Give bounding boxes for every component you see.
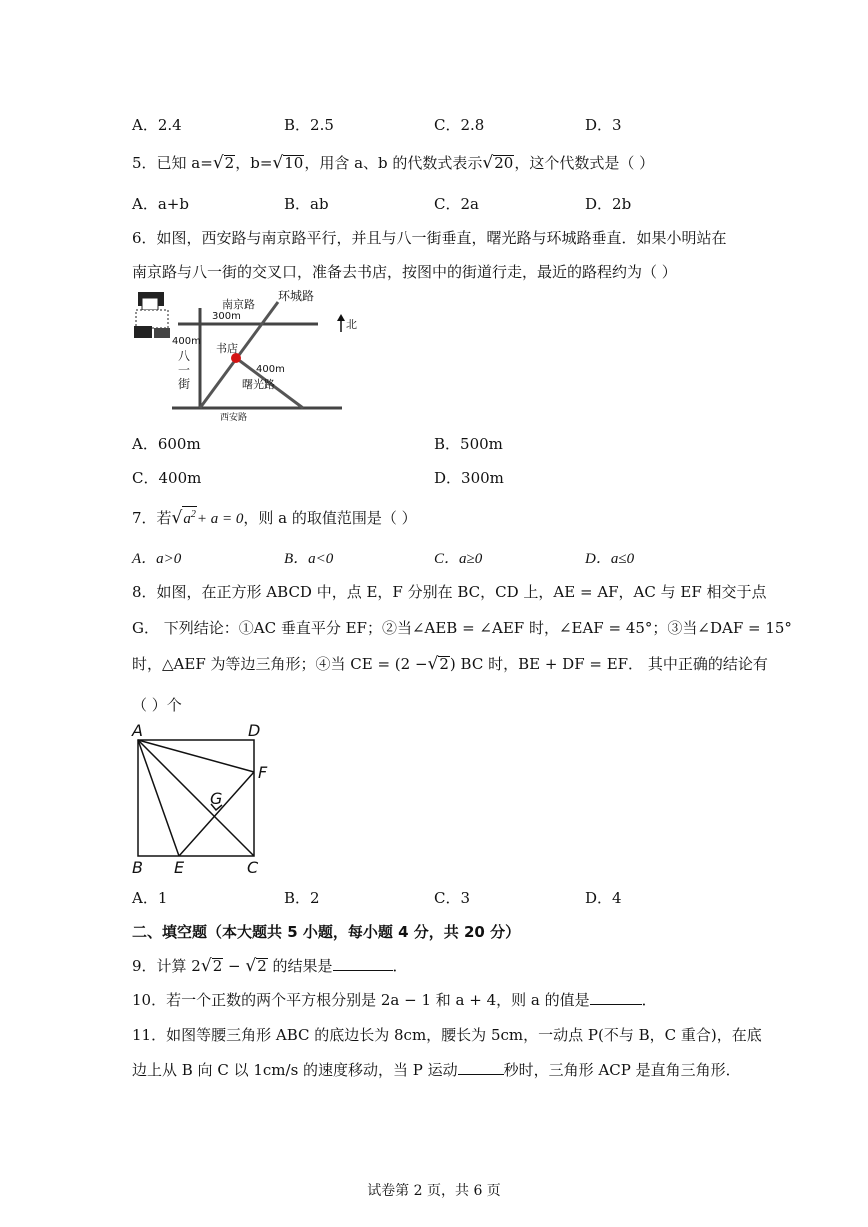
q7-option-a: A．a>0 [132,551,182,567]
square-figure [128,718,288,878]
answer-blank-9[interactable] [333,956,393,971]
q7-option-b: B．a<0 [284,551,334,567]
q5-option-d: D．2b [585,195,632,213]
street-map-figure [128,288,358,428]
label-shuguang: 曙光路 [242,378,275,391]
question-8-line-3: 时，△AEF 为等边三角形；④当 CE = (2 −√2) BC 时，BE + DF = EF． 其中正确的结论有 [132,654,768,674]
q7-option-c: C．a≥0 [434,551,483,567]
label-huancheng: 环城路 [278,289,315,303]
question-8-line-1: 8．如图，在正方形 ABCD 中，点 E，F 分别在 BC，CD 上，AE = AF，AC 与 EF 相交于点 [132,583,767,601]
question-6-line-2: 南京路与八一街的交叉口，准备去书店，按图中的街道行走，最近的路程约为（ ） [132,263,677,281]
segment-af [138,740,254,772]
label-bayi-1: 八 [178,349,191,363]
question-6-line-1: 6．如图，西安路与南京路平行，并且与八一街垂直，曙光路与环城路垂直．如果小明站在 [132,229,727,247]
q4-option-d: D．3 [585,116,622,134]
q4-option-b: B．2.5 [284,116,334,134]
label-f: F [258,763,268,782]
label-300m: 300m [212,311,241,322]
q8-option-a: A．1 [132,889,168,907]
question-8-line-2: G． 下列结论：①AC 垂直平分 EF；②当∠AEB = ∠AEF 时，∠EAF = 45°；③当∠DAF = 15° [132,619,792,637]
q4-option-a: A．2.4 [132,116,182,134]
label-c: C [247,858,259,877]
segment-ae [138,740,179,856]
q6-option-a: A．600m [132,435,201,453]
answer-blank-11[interactable] [458,1060,504,1075]
label-nanjing: 南京路 [222,298,255,311]
boy-clipart-icon [134,292,170,338]
label-e: E [174,858,185,877]
question-7: 7．若$√a^2+ a = 0$，则 a 的取值范围是（ ） [132,508,417,528]
question-9: 9．计算 2√2 − √2 的结果是 ． [132,956,408,976]
q5-option-c: C．2a [434,195,479,213]
q8-option-b: B．2 [284,889,320,907]
q6-option-d: D．300m [434,469,504,487]
label-north: 北 [346,318,357,331]
q5-option-b: B．ab [284,195,329,213]
radical-20: 20 [494,154,514,172]
page-footer: 试卷第 2 页，共 6 页 [367,1183,501,1199]
diagonal-ac [138,740,254,856]
label-bayi-2: 一 [178,363,191,377]
label-g: G [210,789,223,808]
label-bayi-3: 街 [178,377,191,391]
answer-blank-10[interactable] [590,990,642,1005]
question-11-line-1: 11．如图等腰三角形 ABC 的底边长为 8cm，腰长为 5cm，一动点 P(不与 B，C 重合)，在底 [132,1026,762,1044]
question-8-line-4: （ ）个 [132,696,182,714]
question-11-line-2: 边上从 B 向 C 以 1cm/s 的速度移动，当 P 运动 秒时，三角形 ACP 是直角三角形． [132,1061,741,1079]
q8-option-d: D．4 [585,889,622,907]
label-a: A [132,721,143,740]
q7-option-d: D．a≤0 [585,551,635,567]
label-b: B [132,858,143,877]
radical-2: 2 [224,154,235,172]
question-10: 10．若一个正数的两个平方根分别是 2a − 1 和 a + 4，则 a 的值是 ． [132,991,657,1009]
label-bookstore: 书店 [216,342,238,355]
label-400m-b: 400m [256,364,285,375]
radical-10: 10 [284,154,304,172]
q4-option-c: C．2.8 [434,116,485,134]
segment-ef [179,772,254,856]
label-d: D [248,721,261,740]
label-xian: 西安路 [220,413,248,423]
label-400m-a: 400m [172,336,201,347]
section-2-heading: 二、填空题（本大题共 5 小题，每小题 4 分，共 20 分） [132,923,521,941]
q6-option-b: B．500m [434,435,503,453]
q8-option-c: C．3 [434,889,471,907]
question-5: 5．已知 a=√2，b=√10，用含 a、b 的代数式表示√20，这个代数式是（ ） [132,153,655,173]
q6-option-c: C．400m [132,469,202,487]
q5-option-a: A．a+b [132,195,189,213]
